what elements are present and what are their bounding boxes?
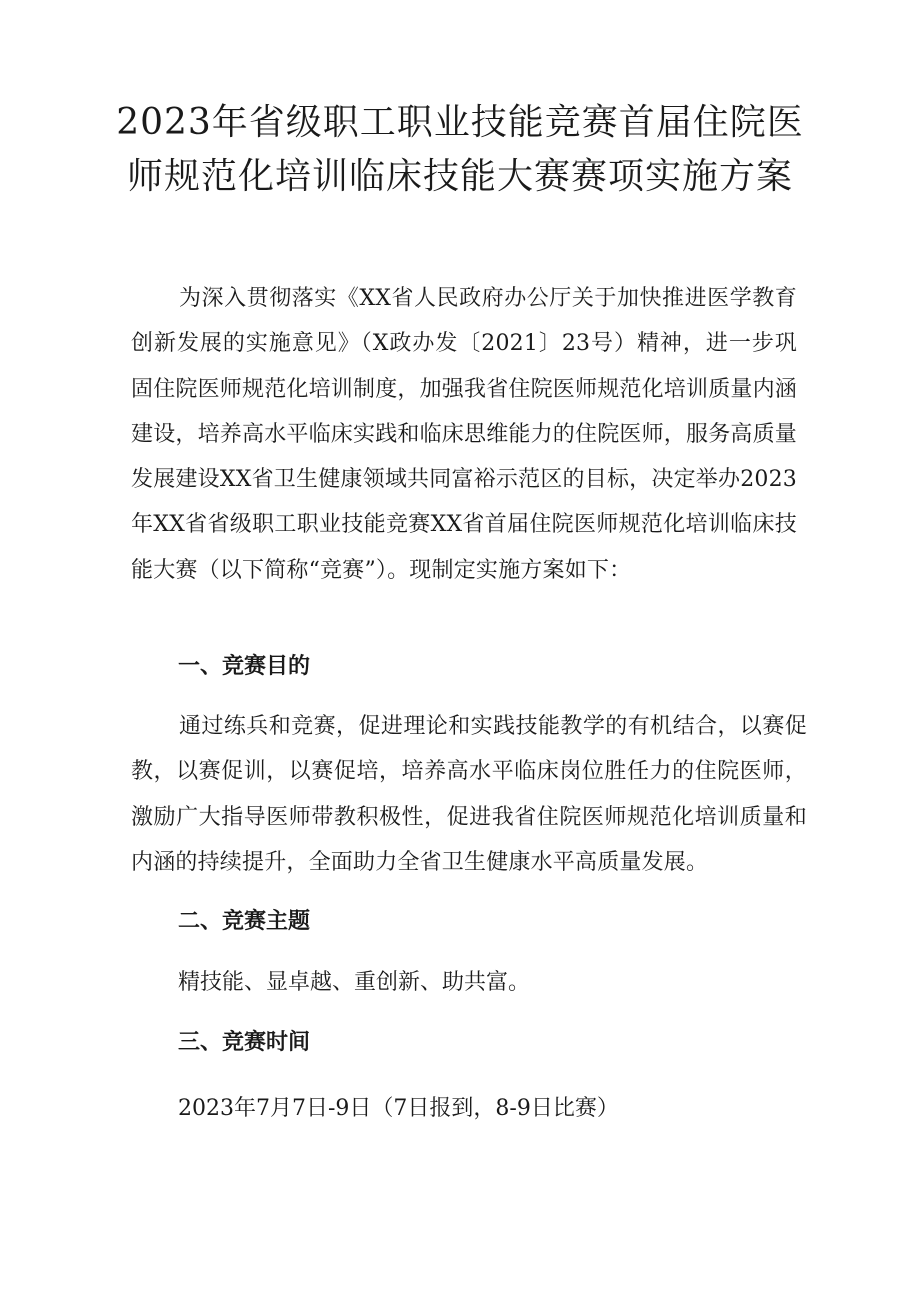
title-line-1: 2023年省级职工职业技能竞赛首届住院医 xyxy=(116,102,804,143)
section-heading-purpose: 一、竞赛目的 xyxy=(178,654,311,679)
document-title xyxy=(100,96,820,204)
section-body-time: 2023年7月7日-9日（7日报到，8-9日比赛） xyxy=(178,1096,619,1121)
intro-paragraph: 为深入贯彻落实《XX省人民政府办公厅关于加快推进医学教育创新发展的实施意见》（X政办发〔2021〕23号）精神，进一步巩固住院医师规范化培训制度，加强我省住院医师规范化培训质量内涵建设，培养高水平临床实践和临床思维能力的住院医师，服务高质量发展建设XX省卫生健康领域共同富裕示范区的目标，决定举办2023年XX省省级职工职业技能竞赛XX省首届住院医师规范化培训临床技能大赛（以下简称“竞赛”）。现制定实施方案如下： xyxy=(131,286,798,583)
title-line-2: 师规范化培训临床技能大赛赛项实施方案 xyxy=(126,156,793,197)
section-body-purpose: 通过练兵和竞赛，促进理论和实践技能教学的有机结合，以赛促教，以赛促训，以赛促培，培养高水平临床岗位胜任力的住院医师，激励广大指导医师带教积极性，促进我省住院医师规范化培训质量和内涵的持续提升，全面助力全省卫生健康水平高质量发展。 xyxy=(131,714,807,875)
section-heading-theme: 二、竞赛主题 xyxy=(178,909,311,934)
section-heading-time: 三、竞赛时间 xyxy=(178,1030,311,1055)
section-body-theme: 精技能、显卓越、重创新、助共富。 xyxy=(178,970,531,995)
